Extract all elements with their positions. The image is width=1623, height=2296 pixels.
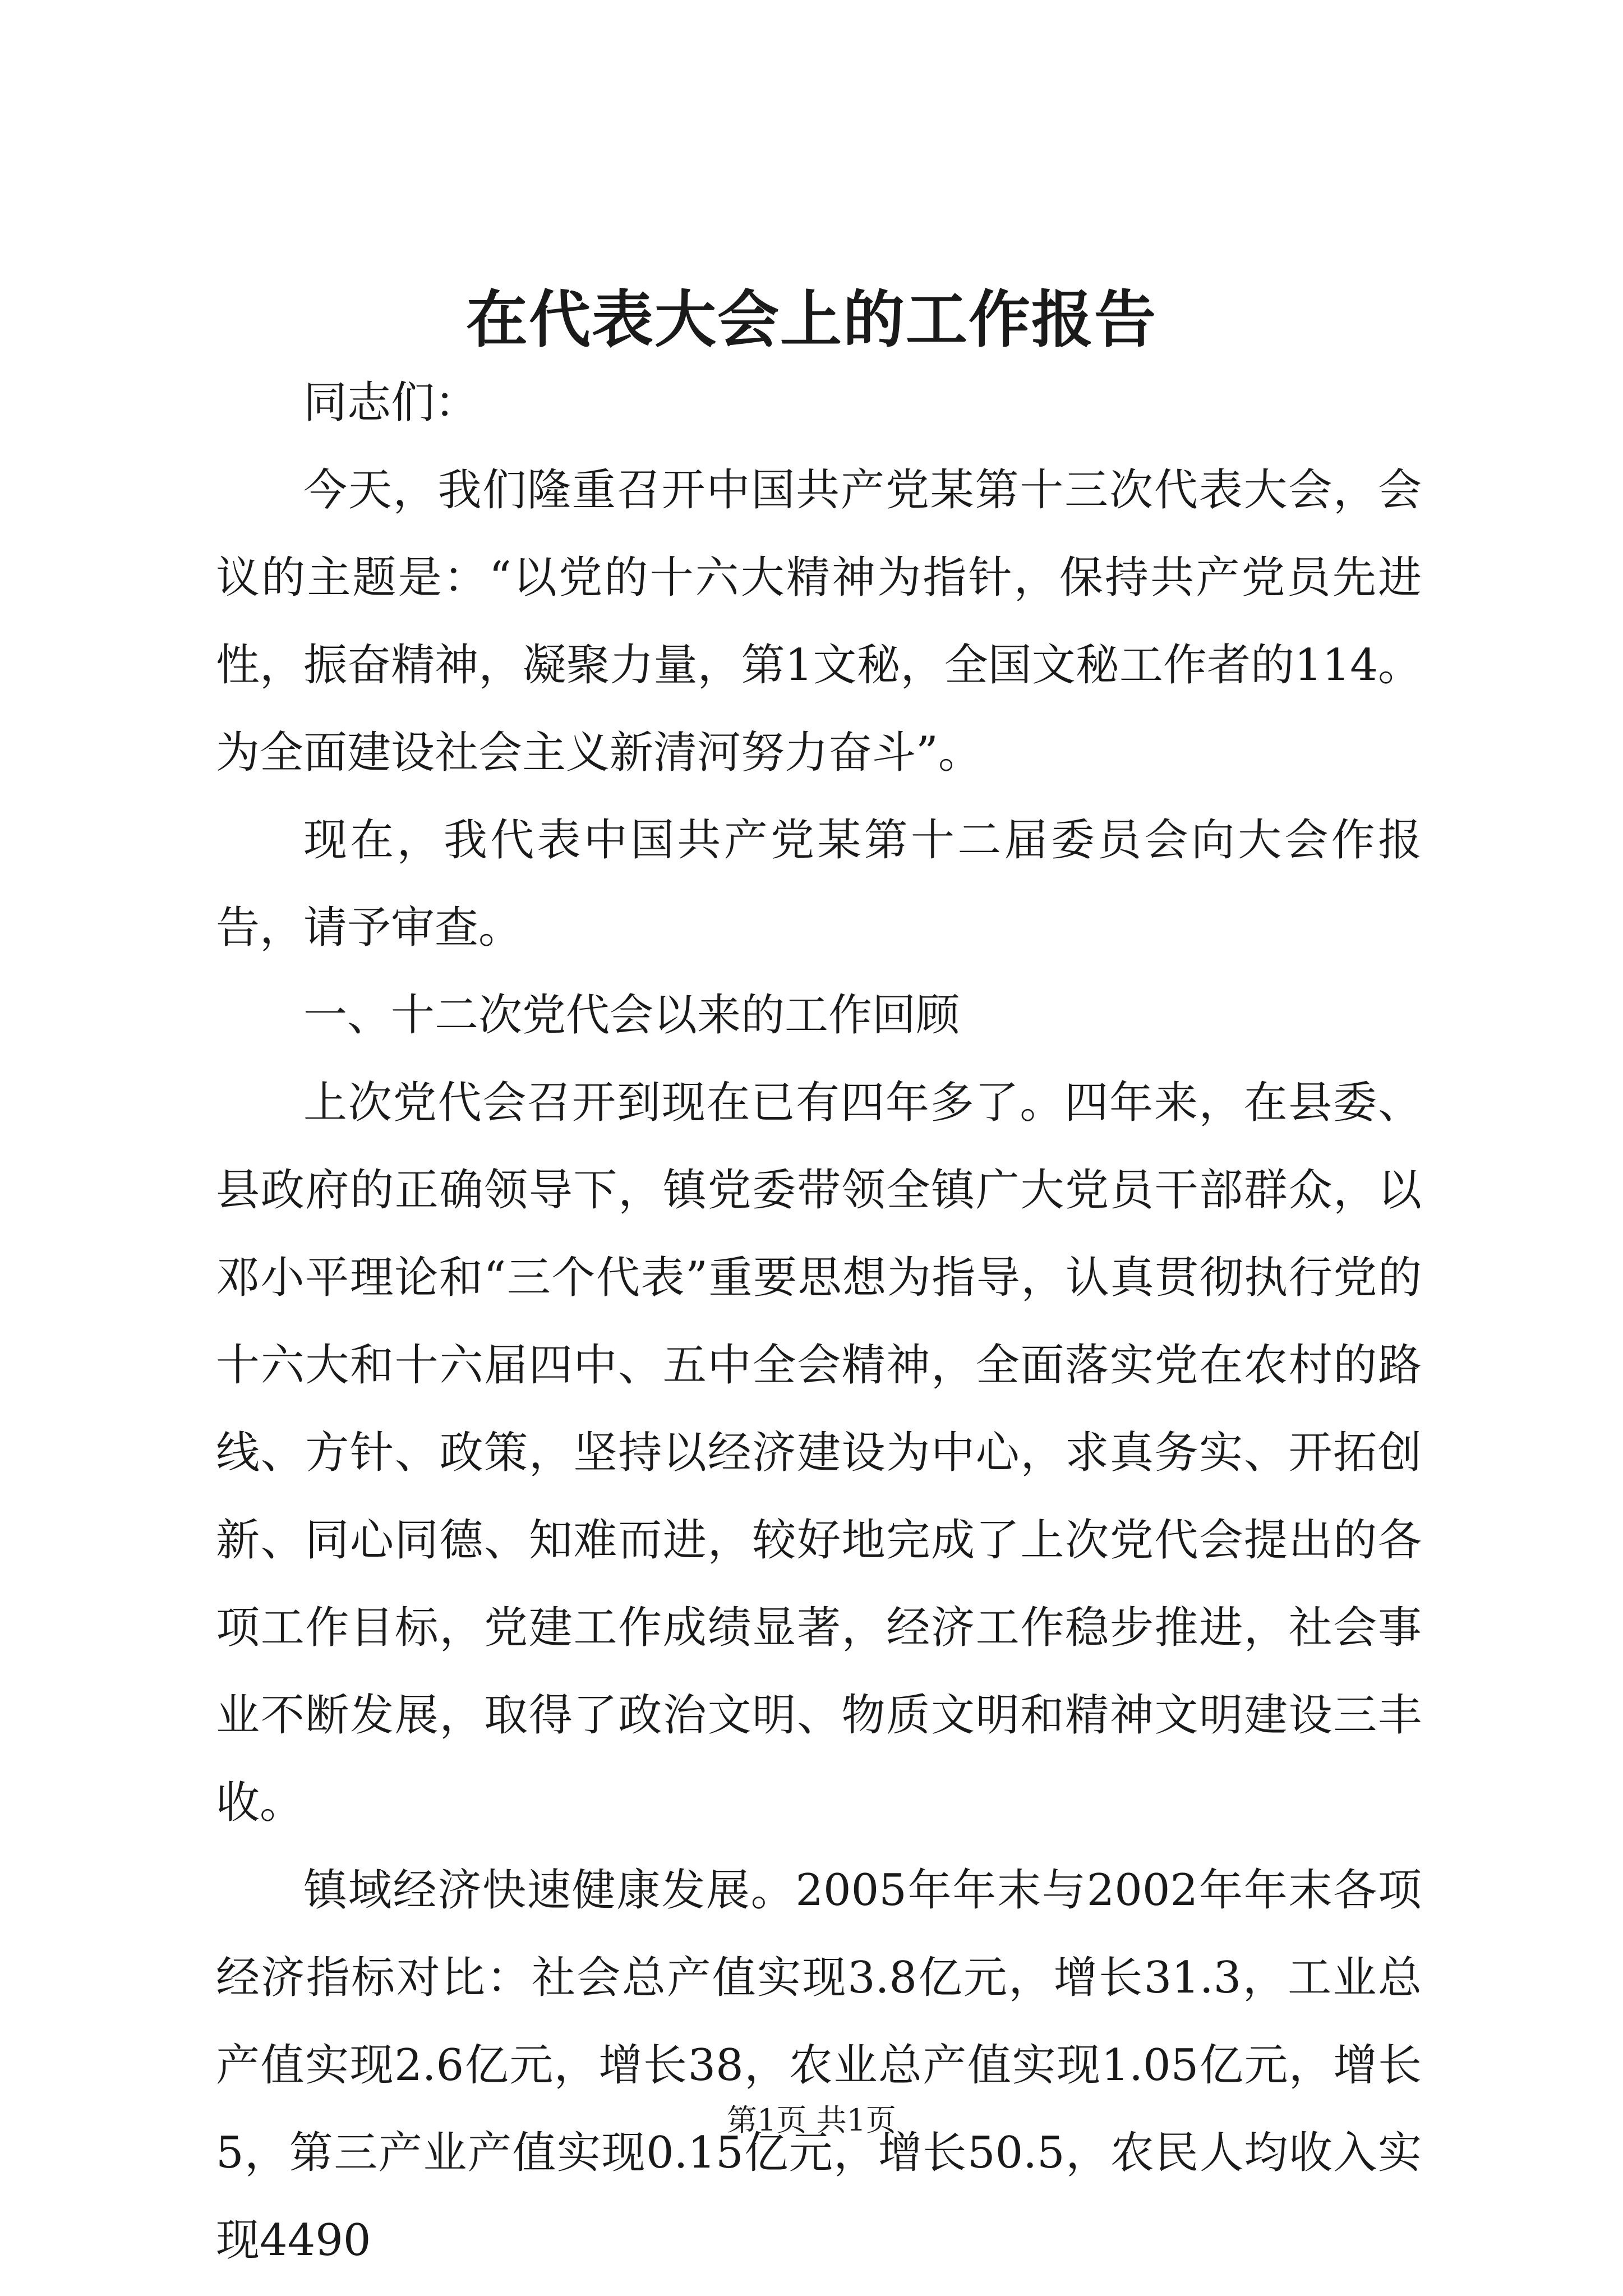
- body-paragraph: 今天，我们隆重召开中国共产党某第十三次代表大会，会议的主题是：“以党的十六大精神为指针，保持共产党员先进性，振奋精神，凝聚力量，第1文秘，全国文秘工作者的114。为全面建设社会主义新清河努力奋斗”。: [216, 465, 1422, 778]
- body-paragraph: 镇域经济快速健康发展。2005年年末与2002年年末各项经济指标对比：社会总产值实现3.8亿元，增长31.3，工业总产值实现2.6亿元，增长38，农业总产值实现1.05亿元，增长5，第三产业产值实现0.15亿元，增长50.5，农民人均收入实现4490: [216, 1865, 1422, 2266]
- section-heading: 一、十二次党代会以来的工作回顾: [303, 990, 960, 1041]
- salutation-paragraph: 同志们：: [303, 378, 479, 428]
- document-body: [216, 359, 1422, 2284]
- body-paragraph: 上次党代会召开到现在已有四年多了。四年来，在县委、县政府的正确领导下，镇党委带领全镇广大党员干部群众，以邓小平理论和“三个代表”重要思想为指导，认真贯彻执行党的十六大和十六届四中、五中全会精神，全面落实党在农村的路线、方针、政策，坚持以经济建设为中心，求真务实、开拓创新、同心同德、知难而进，较好地完成了上次党代会提出的各项工作目标，党建工作成绩显著，经济工作稳步推进，社会事业不断发展，取得了政治文明、物质文明和精神文明建设三丰收。: [216, 1078, 1422, 1828]
- page-footer: 第1页 共1页: [727, 2102, 896, 2138]
- document-title: 在代表大会上的工作报告: [466, 283, 1157, 356]
- body-paragraph: 现在，我代表中国共产党某第十二届委员会向大会作报告，请予审查。: [216, 815, 1422, 953]
